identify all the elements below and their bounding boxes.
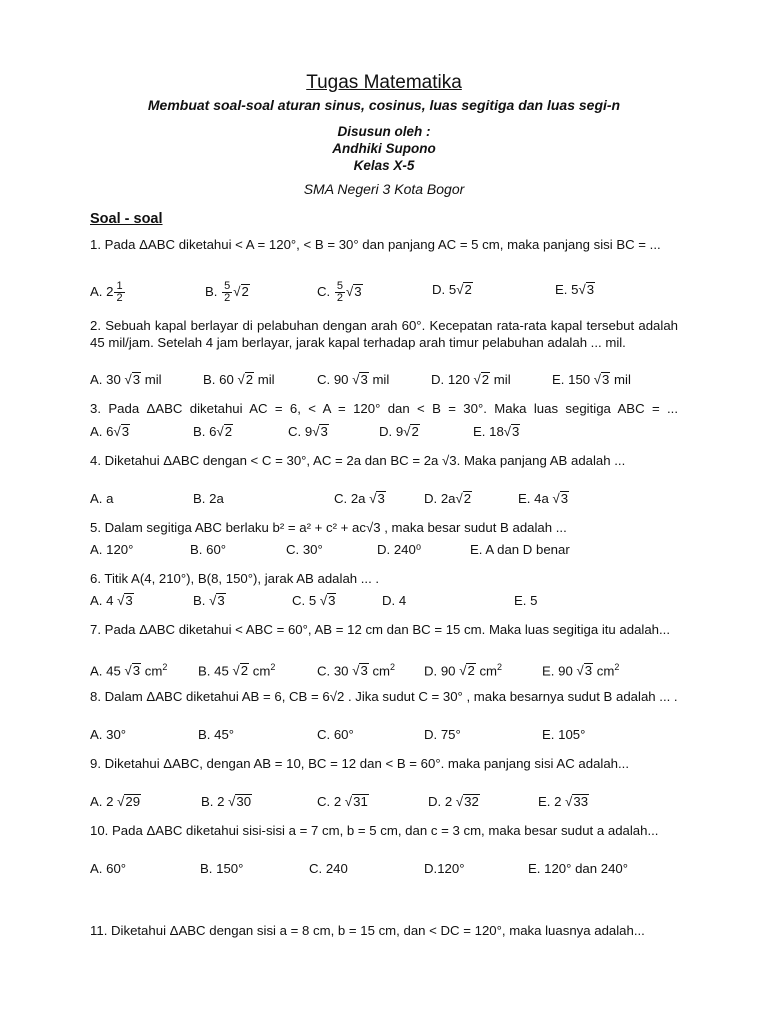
- option-e: E. 150 √3 mil: [552, 372, 631, 387]
- question-1: 1. Pada ΔABC diketahui < A = 120°, < B = 30° dan panjang AC = 5 cm, maka panjang sisi BC = ...: [90, 237, 661, 252]
- option-d: D. 9√2: [379, 424, 419, 439]
- option-b: B. 45 √2 $cm^2$: [198, 662, 276, 679]
- option-b: B. 60°: [190, 542, 227, 557]
- option-a: A. 2 $\frac{1}{2}$: [90, 280, 123, 304]
- option-b: B. 2a: [193, 491, 224, 506]
- option-d: D. 90 √2 $cm^2$: [424, 662, 503, 679]
- option-d: D. 240⁰: [377, 542, 422, 557]
- option-b: B. $\frac{5}{2}$ √2: [205, 280, 249, 304]
- question-10: 10. Pada ΔABC diketahui sisi-sisi a = 7 cm, b = 5 cm, dan c = 3 cm, maka besar sudut a adalah...: [90, 823, 659, 838]
- question-9: 9. Diketahui ΔABC, dengan AB = 10, BC = 12 dan < B = 60°. maka panjang sisi AC adalah...: [90, 756, 629, 771]
- option-c: C. 5 √3: [292, 593, 336, 608]
- option-c: C. 2a √3: [334, 491, 385, 506]
- option-d: D. 2 √32: [428, 794, 479, 809]
- option-c: C. 240: [309, 861, 348, 876]
- option-e: E. 5: [514, 593, 538, 608]
- option-b: B. 6√2: [193, 424, 233, 439]
- option-a: A. 45 √3 $cm^2$: [90, 662, 168, 679]
- compiled-by-label: Disusun oleh :: [337, 124, 431, 139]
- option-c: C. 2 √31: [317, 794, 368, 809]
- option-c: C. 60°: [317, 727, 354, 742]
- option-e: E. 2 √33: [538, 794, 589, 809]
- option-c: C. 9√3: [288, 424, 328, 439]
- option-d: D. 75°: [424, 727, 461, 742]
- option-b: B. 60 √2 mil: [203, 372, 275, 387]
- question-6: 6. Titik A(4, 210°), B(8, 150°), jarak AB adalah ... .: [90, 571, 380, 586]
- option-d: D. 4: [382, 593, 407, 608]
- question-7: 7. Pada ΔABC diketahui < ABC = 60°, AB = 12 cm dan BC = 15 cm. Maka luas segitiga itu adalah...: [90, 622, 671, 637]
- option-b: B. 2 √30: [201, 794, 252, 809]
- option-e: E. A dan D benar: [470, 542, 570, 557]
- option-d: D. 5√2: [432, 282, 472, 297]
- option-d: D.120°: [424, 861, 465, 876]
- question-2: 2. Sebuah kapal berlayar di pelabuhan dengan arah 60°. Kecepatan rata-rata kapal tersebut adalah 45 mil/jam. Setelah 4 jam berlayar, jarak kapal terhadap arah timur pelabuhan adalah ... mil.: [90, 318, 678, 350]
- option-a: A. 30°: [90, 727, 127, 742]
- option-e: E. 120° dan 240°: [528, 861, 629, 876]
- option-c: C. 30 √3 $cm^2$: [317, 662, 396, 679]
- option-a: A. 6√3: [90, 424, 130, 439]
- question-8: 8. Dalam ΔABC diketahui AB = 6, CB = 6√2 . Jika sudut C = 30° , maka besarnya sudut B adalah ... .: [90, 689, 678, 704]
- option-a: A. 30 √3 mil: [90, 372, 162, 387]
- question-11: 11. Diketahui ΔABC dengan sisi a = 8 cm, b = 15 cm, dan < DC = 120°, maka luasnya adalah...: [90, 923, 645, 938]
- school-name: SMA Negeri 3 Kota Bogor: [303, 181, 465, 197]
- option-d: D. 120 √2 mil: [431, 372, 511, 387]
- option-c: C. 90 √3 mil: [317, 372, 390, 387]
- section-title: Soal - soal: [90, 211, 163, 227]
- option-d: D. 2a√2: [424, 491, 472, 506]
- option-a: A. 2 √29: [90, 794, 141, 809]
- option-e: E. 90 √3 $cm^2$: [542, 662, 620, 679]
- question-3: 3. Pada ΔABC diketahui AC = 6, < A = 120° dan < B = 30°. Maka luas segitiga ABC = ...: [90, 401, 678, 416]
- question-4: 4. Diketahui ΔABC dengan < C = 30°, AC = 2a dan BC = 2a √3. Maka panjang AB adalah ...: [90, 453, 626, 468]
- option-e: E. 5√3: [555, 282, 595, 297]
- author-name: Andhiki Supono: [332, 141, 436, 156]
- option-a: A. 60°: [90, 861, 127, 876]
- option-c: C. $\frac{5}{2}$ √3: [317, 280, 362, 304]
- option-b: B. √3: [193, 593, 225, 608]
- option-e: E. 18√3: [473, 424, 520, 439]
- option-c: C. 30°: [286, 542, 323, 557]
- option-b: B. 150°: [200, 861, 244, 876]
- option-a: A. 4 √3: [90, 593, 133, 608]
- option-b: B. 45°: [198, 727, 235, 742]
- document-subtitle: Membuat soal-soal aturan sinus, cosinus, luas segitiga dan luas segi-n: [147, 97, 621, 113]
- class-label: Kelas X-5: [353, 158, 415, 173]
- document-title: Tugas Matematika: [306, 72, 462, 93]
- option-e: E. 4a √3: [518, 491, 569, 506]
- option-a: A. 120°: [90, 542, 134, 557]
- option-a: A. a: [90, 491, 114, 506]
- option-e: E. 105°: [542, 727, 586, 742]
- question-5: 5. Dalam segitiga ABC berlaku b² = a² + c² + ac√3 , maka besar sudut B adalah ...: [90, 520, 567, 535]
